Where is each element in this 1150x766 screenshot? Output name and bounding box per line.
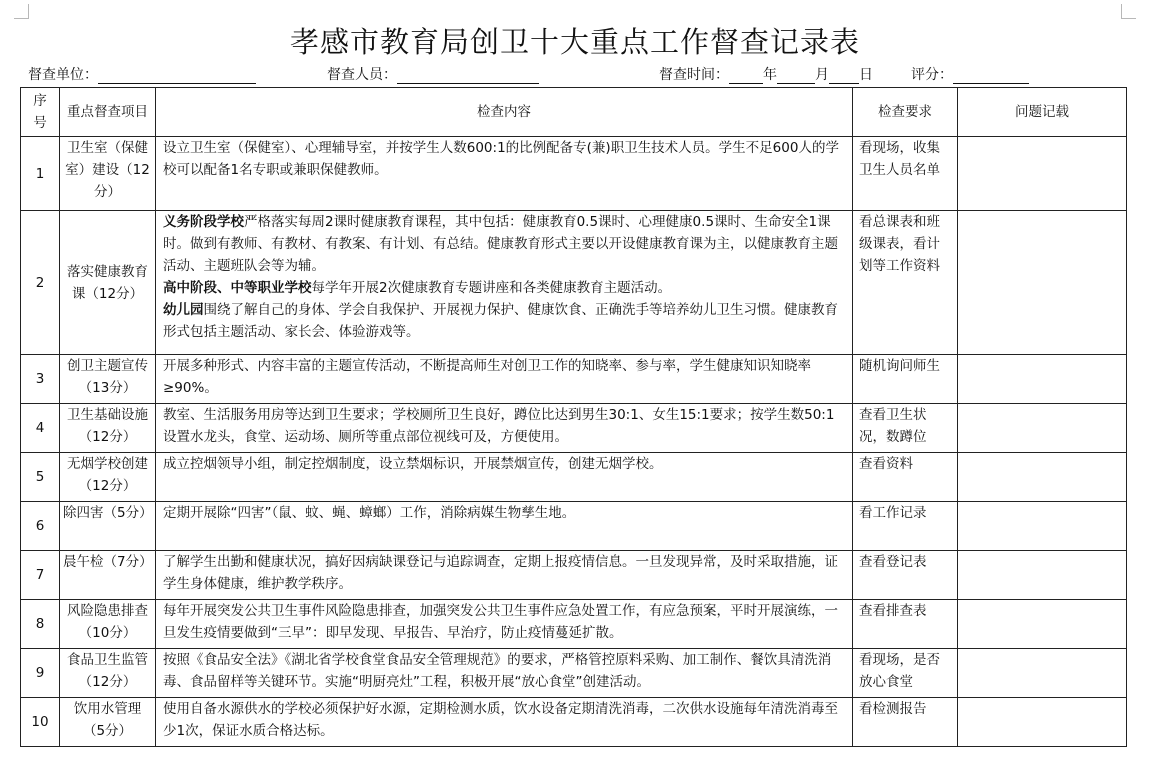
document-title: 孝感市教育局创卫十大重点工作督查记录表 (289, 25, 860, 59)
row-item: 除四害（5分） (60, 502, 156, 551)
row-number: 6 (21, 502, 60, 551)
row-record-cell[interactable] (958, 649, 1127, 698)
table-row (21, 404, 1127, 453)
top-left-corner-mark (14, 4, 29, 19)
header-content: 检查内容 (156, 88, 853, 137)
row-number: 2 (21, 211, 60, 355)
row-content: 定期开展除“四害”（鼠、蚊、蝇、蟑螂）工作，消除病媒生物孳生地。 (156, 502, 853, 551)
row-number: 10 (21, 698, 60, 747)
row-requirement: 看现场，收集卫生人员名单 (853, 137, 958, 211)
row-item: 晨午检（7分） (60, 551, 156, 600)
row-requirement: 看现场，是否放心食堂 (853, 649, 958, 698)
content-bold-highschool: 高中阶段、中等职业学校 (163, 280, 312, 296)
row-content (156, 211, 853, 355)
content-text-kindergarten: 围绕了解自己的身体、学会自我保护、开展视力保护、健康饮食、正确洗手等培养幼儿卫生习惯。健康教育形式包括主题活动、家长会、体验游戏等。 (163, 302, 838, 340)
header-seq: 序号 (21, 88, 60, 137)
score-blank[interactable] (953, 68, 1029, 84)
row-requirement: 看总课表和班级课表，看计划等工作资料 (853, 211, 958, 355)
day-blank[interactable] (829, 68, 859, 84)
unit-label: 督查单位： (28, 67, 98, 83)
row-number: 3 (21, 355, 60, 404)
row-requirement: 查看排查表 (853, 600, 958, 649)
table-row (21, 698, 1127, 747)
row-requirement: 看工作记录 (853, 502, 958, 551)
row-record-cell[interactable] (958, 137, 1127, 211)
row-item: 卫生室（保健室）建设（12分） (60, 137, 156, 211)
row-content: 开展多种形式、内容丰富的主题宣传活动，不断提高师生对创卫工作的知晓率、参与率，学生健康知识知晓率≥90%。 (156, 355, 853, 404)
row-record-cell[interactable] (958, 551, 1127, 600)
row-requirement: 随机询问师生 (853, 355, 958, 404)
person-label: 督查人员： (327, 67, 397, 83)
header-record: 问题记载 (958, 88, 1127, 137)
row-item: 风险隐患排查（10分） (60, 600, 156, 649)
row-record-cell[interactable] (958, 502, 1127, 551)
table-row (21, 551, 1127, 600)
table-row (21, 137, 1127, 211)
row-item: 饮用水管理（5分） (60, 698, 156, 747)
row-record-cell[interactable] (958, 698, 1127, 747)
row-number: 7 (21, 551, 60, 600)
row-item: 卫生基础设施（12分） (60, 404, 156, 453)
row-record-cell[interactable] (958, 600, 1127, 649)
table-row (21, 600, 1127, 649)
month-label: 月 (815, 67, 829, 83)
header-row (21, 88, 1127, 137)
row-record-cell[interactable] (958, 404, 1127, 453)
year-blank[interactable] (729, 68, 763, 84)
row-content: 按照《食品安全法》《湖北省学校食堂食品安全管理规范》的要求，严格管控原料采购、加工制作、餐饮具清洗消毒、食品留样等关键环节。实施“明厨亮灶”工程，积极开展“放心食堂”创建活动。 (156, 649, 853, 698)
top-right-corner-mark (1121, 4, 1136, 19)
row-item: 食品卫生监管（12分） (60, 649, 156, 698)
time-label: 督查时间： (659, 67, 729, 83)
row-content: 设立卫生室（保健室）、心理辅导室，并按学生人数600:1的比例配备专(兼)职卫生技术人员。学生不足600人的学校可以配备1名专职或兼职保健教师。 (156, 137, 853, 211)
row-requirement: 查看资料 (853, 453, 958, 502)
content-text-compulsory: 严格落实每周2课时健康教育课程，其中包括：健康教育0.5课时、心理健康0.5课时、生命安全1课时。做到有教师、有教材、有教案、有计划、有总结。健康教育形式主要以开设健康教育课为主，以健康教育主题活动、主题班队会等为辅。 (163, 214, 838, 274)
month-blank[interactable] (777, 68, 815, 84)
row-record-cell[interactable] (958, 355, 1127, 404)
row-requirement: 查看登记表 (853, 551, 958, 600)
row-item: 无烟学校创建（12分） (60, 453, 156, 502)
table-row (21, 502, 1127, 551)
year-label: 年 (763, 67, 777, 83)
row-content: 教室、生活服务用房等达到卫生要求；学校厕所卫生良好，蹲位比达到男生30:1、女生15:1要求；按学生数50:1设置水龙头，食堂、运动场、厕所等重点部位视线可及，方便使用。 (156, 404, 853, 453)
inspection-table (20, 87, 1127, 747)
row-requirement: 查看卫生状况，数蹲位 (853, 404, 958, 453)
row-number: 9 (21, 649, 60, 698)
table-row (21, 355, 1127, 404)
table-row (21, 649, 1127, 698)
table-row (21, 453, 1127, 502)
row-number: 5 (21, 453, 60, 502)
header-requirement: 检查要求 (853, 88, 958, 137)
person-blank[interactable] (397, 68, 539, 84)
day-label: 日 (859, 67, 873, 83)
score-label: 评分： (911, 67, 953, 83)
unit-blank[interactable] (98, 68, 256, 84)
header-item: 重点督查项目 (60, 88, 156, 137)
row-record-cell[interactable] (958, 453, 1127, 502)
row-content: 每年开展突发公共卫生事件风险隐患排查，加强突发公共卫生事件应急处置工作，有应急预案，平时开展演练，一旦发生疫情要做到“三早”：即早发现、早报告、早治疗，防止疫情蔓延扩散。 (156, 600, 853, 649)
info-line (28, 64, 1029, 84)
row-number: 1 (21, 137, 60, 211)
row-content: 成立控烟领导小组，制定控烟制度，设立禁烟标识，开展禁烟宣传，创建无烟学校。 (156, 453, 853, 502)
row-item: 创卫主题宣传（13分） (60, 355, 156, 404)
row-number: 8 (21, 600, 60, 649)
row-content: 使用自备水源供水的学校必须保护好水源，定期检测水质，饮水设备定期清洗消毒，二次供水设施每年清洗消毒至少1次，保证水质合格达标。 (156, 698, 853, 747)
row-item: 落实健康教育课（12分） (60, 211, 156, 355)
table-row (21, 211, 1127, 355)
content-bold-compulsory: 义务阶段学校 (163, 214, 244, 230)
row-content: 了解学生出勤和健康状况，搞好因病缺课登记与追踪调查，定期上报疫情信息。一旦发现异常，及时采取措施，证学生身体健康，维护教学秩序。 (156, 551, 853, 600)
content-bold-kindergarten: 幼儿园 (163, 302, 204, 318)
row-requirement: 看检测报告 (853, 698, 958, 747)
content-text-highschool: 每学年开展2次健康教育专题讲座和各类健康教育主题活动。 (311, 280, 672, 296)
row-number: 4 (21, 404, 60, 453)
row-record-cell[interactable] (958, 211, 1127, 355)
